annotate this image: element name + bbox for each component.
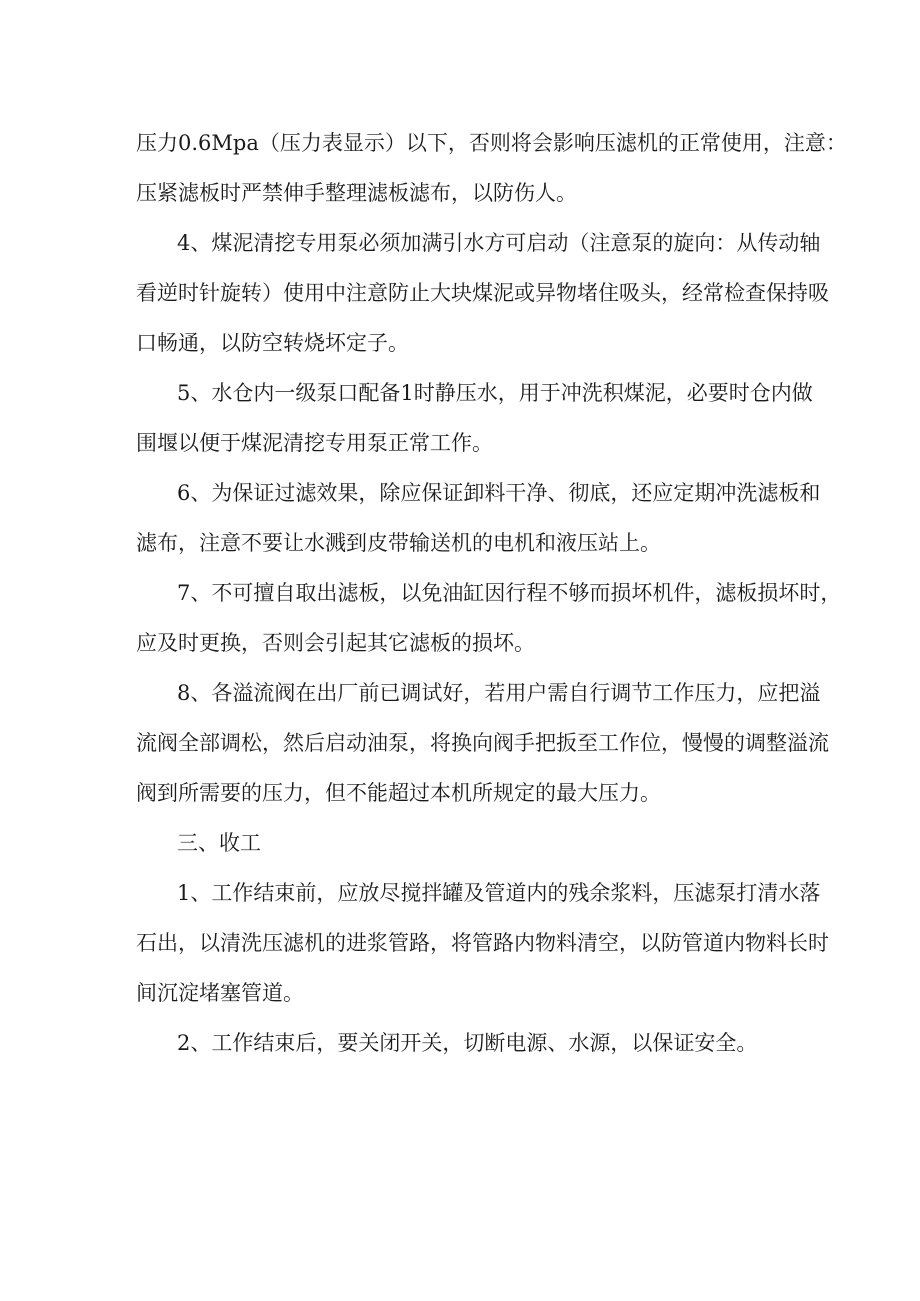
- text-line: 间沉淀堵塞管道。: [136, 981, 304, 1005]
- text-line: 1、工作结束前，应放尽搅拌罐及管道内的残余浆料，压滤泵打清水落: [177, 881, 821, 905]
- text-line: 石出，以清洗压滤机的进浆管路，将管路内物料清空，以防管道内物料长时: [136, 931, 829, 955]
- section-heading: 三、收工: [177, 831, 261, 855]
- text-line: 围堰以便于煤泥清挖专用泵正常工作。: [136, 431, 493, 455]
- text-line: 6、为保证过滤效果，除应保证卸料干净、彻底，还应定期冲洗滤板和: [177, 481, 821, 505]
- text-line: 5、水仓内一级泵口配备1时静压水，用于冲洗积煤泥，必要时仓内做: [177, 381, 813, 405]
- text-line: 4、煤泥清挖专用泵必须加满引水方可启动（注意泵的旋向：从传动轴: [177, 231, 821, 255]
- text-line: 滤布，注意不要让水溅到皮带输送机的电机和液压站上。: [136, 531, 661, 555]
- text-line: 7、不可擅自取出滤板，以免油缸因行程不够而损坏机件，滤板损坏时，: [177, 581, 842, 605]
- text-line: 看逆时针旋转）使用中注意防止大块煤泥或异物堵住吸头，经常检查保持吸: [136, 281, 829, 305]
- text-line: 8、各溢流阀在出厂前已调试好，若用户需自行调节工作压力，应把溢: [177, 681, 821, 705]
- text-line: 2、工作结束后，要关闭开关，切断电源、水源，以保证安全。: [177, 1031, 758, 1055]
- text-line: 压紧滤板时严禁伸手整理滤板滤布，以防伤人。: [136, 181, 577, 205]
- text-line: 流阀全部调松，然后启动油泵，将换向阀手把扳至工作位，慢慢的调整溢流: [136, 731, 829, 755]
- text-line: 压力0.6Mpa（压力表显示）以下，否则将会影响压滤机的正常使用，注意：: [136, 131, 847, 155]
- text-line: 应及时更换，否则会引起其它滤板的损坏。: [136, 631, 535, 655]
- text-line: 口畅通，以防空转烧坏定子。: [136, 331, 409, 355]
- text-line: 阀到所需要的压力，但不能超过本机所规定的最大压力。: [136, 781, 661, 805]
